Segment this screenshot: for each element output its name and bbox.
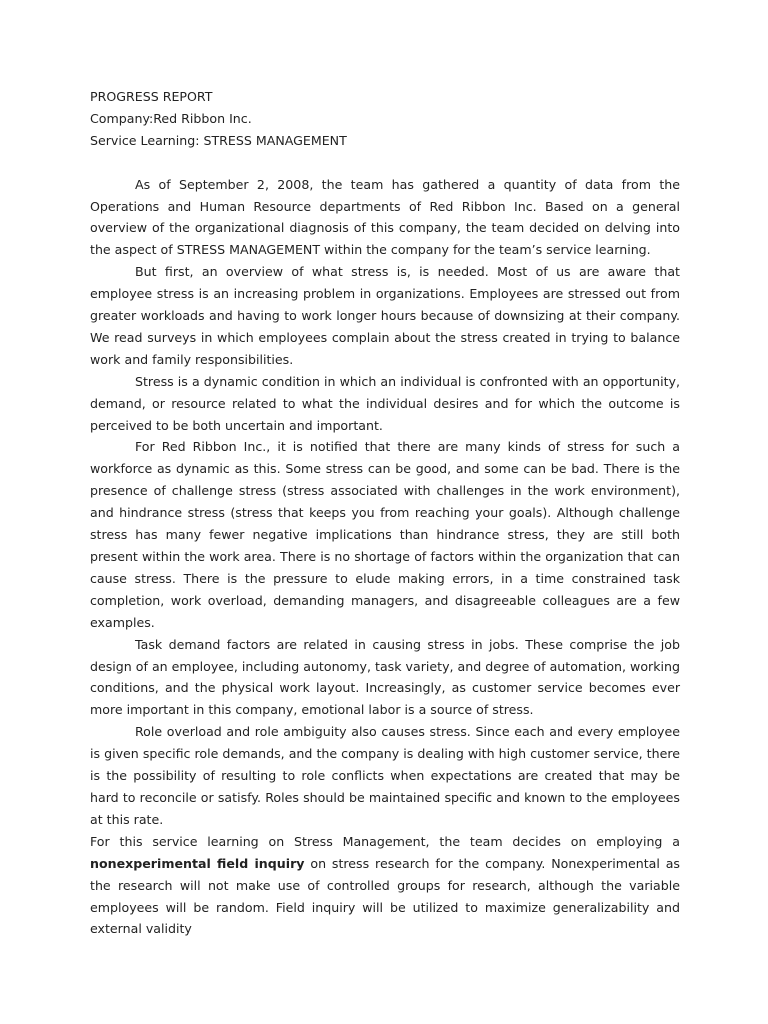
paragraph-stress-types: For Red Ribbon Inc., it is notified that there are many kinds of stress for such a workforce as dynamic as this. Some stress can be good, and some can be bad. There is the presence of challenge stress (stress associated with challenges in the work environment), and hindrance stress (stress that keeps you from reaching your goals). Although challenge stress has many fewer negative implications than hindrance stress, they are still both present within the work area. There is no shortage of factors within the organization that can cause stress. There is the pressure to elude making errors, in a time constrained task completion, work overload, demanding managers, and disagreeable colleagues are a few examples.	[90, 439, 680, 630]
paragraph-task-demand: Task demand factors are related in causing stress in jobs. These comprise the job design of an employee, including autonomy, task variety, and degree of automation, working conditions, and the physical work layout. Increasingly, as customer service becomes ever more important in this company, emotional labor is a source of stress.	[90, 636, 680, 718]
blank-line	[90, 152, 680, 174]
research-method-intro: For this service learning on Stress Management, the team decides on employing a	[90, 833, 680, 849]
paragraph-stress-overview: But first, an overview of what stress is, is needed. Most of us are aware that employee stress is an increasing problem in organizations. Employees are stressed out from greater workloads and having to work longer hours because of downsizing at their company. We read surveys in which employees complain about the stress created in trying to balance work and family responsibilities.	[90, 264, 680, 367]
paragraph-stress-definition: Stress is a dynamic condition in which an individual is confronted with an opportunity, demand, or resource related to what the individual desires and for which the outcome is perceived to be both uncertain and important.	[90, 373, 680, 433]
research-method-bold-term: nonexperimental field inquiry	[90, 855, 305, 871]
research-method-rest: on stress research for the company. Nonexperimental as the research will not make use of controlled groups for research, although the variable employees will be random. Field inquiry will be utilized to maximize generalizability and external validity	[90, 855, 680, 937]
paragraph-data-gathering: As of September 2, 2008, the team has gathered a quantity of data from the Operations and Human Resource departments of Red Ribbon Inc. Based on a general overview of the organizational diagnosis of this company, the team decided on delving into the aspect of STRESS MANAGEMENT within the company for the team’s service learning.	[90, 176, 680, 258]
company-line: Company:Red Ribbon Inc.	[90, 110, 252, 126]
paragraph-role-overload: Role overload and role ambiguity also causes stress. Since each and every employee is given specific role demands, and the company is dealing with high customer service, there is the possibility of resulting to role conflicts when expectations are created that may be hard to reconcile or satisfy. Roles should be maintained specific and known to the employees at this rate.	[90, 724, 680, 827]
document-page	[90, 86, 680, 940]
service-learning-line: Service Learning: STRESS MANAGEMENT	[90, 132, 347, 148]
report-title: PROGRESS REPORT	[90, 89, 213, 104]
paragraph-research-method	[90, 831, 680, 941]
